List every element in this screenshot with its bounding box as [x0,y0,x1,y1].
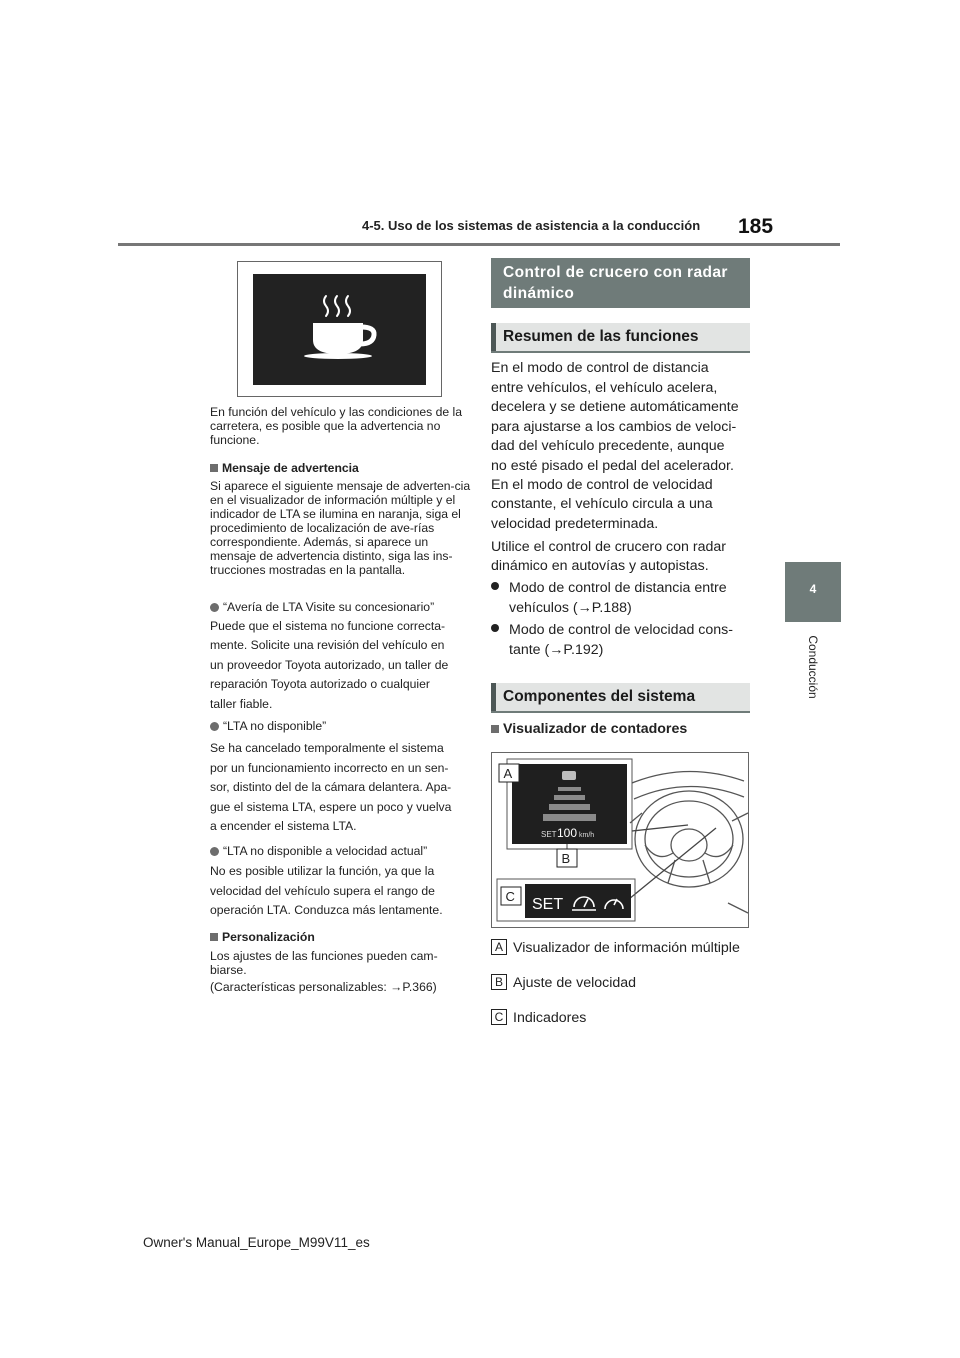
intro-text: En función del vehículo y las condiciones de la carretera, es posible que la advertencia no funcione. [210,405,463,447]
summary-line: no esté pisado el pedal del acelerador. [491,458,734,474]
message-1-line: taller fiable. [210,697,273,711]
section-title: 4-5. Uso de los sistemas de asistencia a la conducción [362,218,701,233]
summary-line: entre vehículos, el vehículo acelera, [491,380,718,396]
summary-line: dad del vehículo precedente, aunque [491,438,725,454]
chapter-number: 4 [809,582,817,596]
message-3-line: operación LTA. Conduzca más lentamente. [210,903,443,917]
customization-text: Los ajustes de las funciones pueden cam-biarse. [210,949,438,977]
warning-heading: Mensaje de advertencia [210,461,472,475]
circle-bullet-icon [210,722,219,731]
message-3-line: No es posible utilizar la función, ya que la [210,864,435,878]
circle-bullet-icon [210,603,219,612]
message-2-line: a encender el sistema LTA. [210,819,357,833]
message-2-line: gue el sistema LTA, espere un poco y vuelva [210,800,452,814]
bullet-icon [491,582,499,590]
mode-bullet-2: Modo de control de velocidad cons- [491,622,733,638]
usage-line: dinámico en autovías y autopistas. [491,558,709,574]
coffee-cup-icon [253,274,426,385]
message-1-line: reparación Toyota autorizado o cualquier [210,677,430,691]
label-a: A [503,766,513,781]
legend-item-c: C Indicadores [491,1009,586,1026]
summary-line: decelera y se detiene automáticamente [491,399,739,415]
mode-bullet-2-cont: tante (→P.192) [509,642,604,658]
legend-item-b: B Ajuste de velocidad [491,974,636,991]
message-1-line: un proveedor Toyota autorizado, un taller de [210,658,449,672]
legend-item-a: A Visualizador de información múltiple [491,939,740,956]
message-3-title: “LTA no disponible a velocidad actual” [210,844,472,858]
summary-line: constante, el vehículo circula a una [491,496,713,512]
message-1-line: Puede que el sistema no funcione correcta- [210,619,446,633]
summary-line: En el modo de control de velocidad [491,477,713,493]
square-bullet-icon [210,464,218,472]
subheading-components: Componentes del sistema [491,683,750,713]
warning-text: Si aparece el siguiente mensaje de adverten-cia en el visualizador de información múltiple y el indicador de LTA se ilumina en naranja, siga el procedimiento de localización de ave-rías correspondiente. Además, si aparece un mensaje de advertencia distinto, siga las ins-trucciones mostradas en la pantalla. [210,479,471,577]
summary-line: para ajustarse a los cambios de veloci- [491,419,737,435]
page-number: 185 [738,215,774,238]
mode-bullet-1: Modo de control de distancia entre [491,580,727,596]
speed-unit: km/h [579,832,595,839]
message-1-line: mente. Solicite una revisión del vehículo en [210,638,445,652]
message-2-title: “LTA no disponible” [210,719,472,733]
section-heading: Control de crucero con radar dinámico [491,258,750,308]
message-2-line: sor, distinto del de la cámara delantera. Apa- [210,780,452,794]
message-1-title: “Avería de LTA Visite su concesionario” [210,600,472,614]
chapter-label: Conducción [806,635,820,699]
footer-text: Owner's Manual_Europe_M99V11_es [143,1235,370,1250]
summary-line: En el modo de control de distancia [491,360,709,376]
subheading-summary: Resumen de las funciones [491,323,750,353]
square-bullet-icon [491,725,499,733]
header-rule [118,243,840,246]
usage-line: Utilice el control de crucero con radar [491,539,726,555]
bullet-icon [491,624,499,632]
set-label: SET [541,830,557,839]
label-c: C [505,889,515,904]
summary-line: velocidad predeterminada. [491,516,659,532]
customization-heading: Personalización [210,930,472,944]
circle-bullet-icon [210,847,219,856]
message-2-line: Se ha cancelado temporalmente el sistema [210,741,444,755]
customization-reference: (Características personalizables: →P.366) [210,980,437,994]
message-3-line: velocidad del vehículo supera el rango de [210,884,435,898]
message-2-line: por un funcionamiento incorrecto en un sen- [210,761,449,775]
meter-heading: Visualizador de contadores [491,721,687,737]
label-b: B [561,851,571,866]
mode-bullet-1-cont: vehículos (→P.188) [509,600,632,616]
square-bullet-icon [210,933,218,941]
meter-diagram [491,752,749,928]
speed-value: 100 [557,826,578,840]
indicator-set: SET [532,896,564,913]
